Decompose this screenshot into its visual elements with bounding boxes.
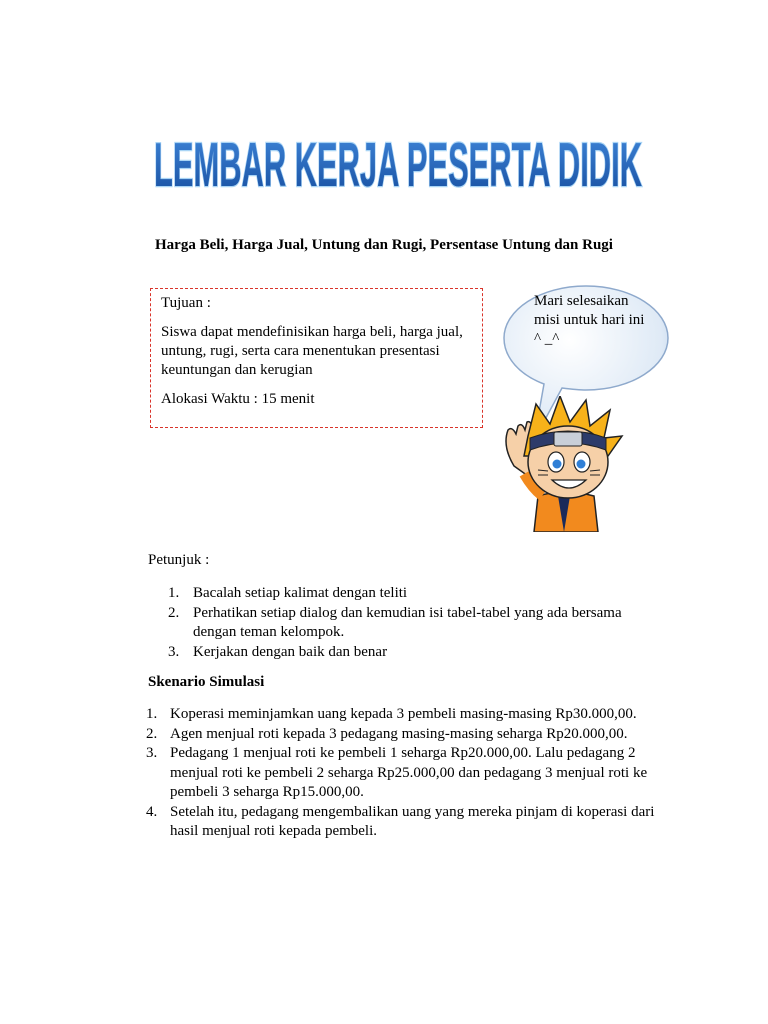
time-allocation: Alokasi Waktu : 15 menit xyxy=(161,391,315,407)
list-item: 2. Perhatikan setiap dialog dan kemudian isi tabel-tabel yang ada bersama dengan teman kelompok. xyxy=(168,604,622,640)
instructions-list xyxy=(168,584,648,662)
list-item: 1. Bacalah setiap kalimat dengan teliti xyxy=(168,585,408,601)
list-item: 4. Setelah itu, pedagang mengembalikan uang yang mereka pinjam di koperasi dari hasil menjual roti kepada pembeli. xyxy=(146,803,655,839)
list-item: 3. Pedagang 1 menjual roti ke pembeli 1 seharga Rp20.000,00. Lalu pedagang 2 menjual roti ke pembeli 2 seharga Rp25.000,00 dan pedagang 3 menjual roti ke pembeli 3 seharga Rp15.000,00. xyxy=(146,745,648,800)
goal-description: Siswa dapat mendefinisikan harga beli, harga jual, untung, rugi, serta cara menentukan presentasi keuntungan dan kerugian xyxy=(161,324,463,378)
scenario-title: Skenario Simulasi xyxy=(148,674,265,690)
list-item: 2. Agen menjual roti kepada 3 pedagang masing-masing seharga Rp20.000,00. xyxy=(146,725,628,742)
list-item: 1. Koperasi meminjamkan uang kepada 3 pembeli masing-masing Rp30.000,00. xyxy=(146,706,637,722)
banner-title-text: LEMBAR KERJA PESERTA DIDIK xyxy=(154,131,643,198)
speech-bubble-text: Mari selesaikan misi untuk hari ini ^ _^ xyxy=(534,293,645,347)
goal-box xyxy=(150,288,483,428)
worksheet-banner-title xyxy=(150,128,646,198)
scenario-list xyxy=(146,705,666,842)
list-item: 3. Kerjakan dengan baik dan benar xyxy=(168,643,388,660)
instructions-label: Petunjuk : xyxy=(148,552,210,568)
worksheet-subtitle: Harga Beli, Harga Jual, Untung dan Rugi, Persentase Untung dan Rugi xyxy=(155,237,613,253)
goal-label: Tujuan : xyxy=(161,295,211,311)
cartoon-character-icon xyxy=(494,396,634,532)
